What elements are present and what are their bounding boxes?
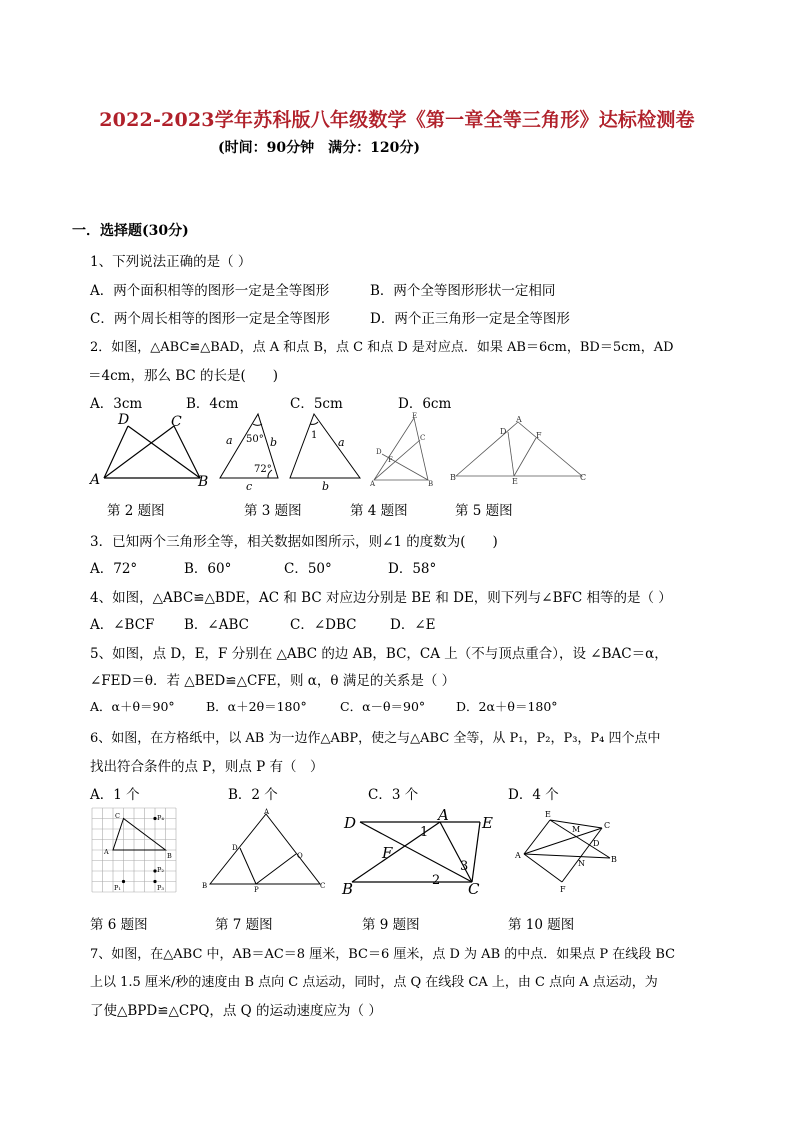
vertex-label: A <box>438 806 449 824</box>
question-5-stem: 5、如图，点 D，E，F 分别在 △ABC 的边 AB，BC，CA 上（不与顶点重合），设 ∠BAC＝α， <box>90 646 668 662</box>
figure-q6-grid <box>92 808 178 896</box>
question-5-stem-cont: ∠FED＝θ．若 △BED≌△CFE，则 α，θ 满足的关系是（ ） <box>90 673 456 689</box>
point-label: P₂ <box>157 866 164 874</box>
question-1-option-a: A．两个面积相等的图形一定是全等图形 <box>90 283 330 299</box>
side-label: b <box>270 436 278 449</box>
question-4-option-c: C．∠DBC <box>290 617 357 633</box>
question-1-option-d: D．两个正三角形一定是全等图形 <box>370 311 570 327</box>
vertex-label: E <box>512 477 518 486</box>
exam-info: (时间：90分钟 满分：120分) <box>218 140 420 156</box>
question-4-option-a: A．∠BCF <box>90 617 155 633</box>
question-7-stem-cont: 上以 1.5 厘米/秒的速度由 B 点向 C 点运动，同时，点 Q 在线段 CA 上，由 C 点向 A 点运动，为 <box>90 975 658 990</box>
figure-q9 <box>340 806 500 896</box>
vertex-label: E <box>412 412 418 420</box>
vertex-label: A <box>515 851 521 860</box>
vertex-label: D <box>344 814 357 832</box>
question-3-stem: 3．已知两个三角形全等，相关数据如图所示，则∠1 的度数为( ) <box>90 534 498 550</box>
angle-label: 1 <box>420 825 429 840</box>
question-1-option-b: B．两个全等图形形状一定相同 <box>370 283 556 299</box>
vertex-label: D <box>118 412 130 428</box>
point-label: P₁ <box>114 884 121 892</box>
vertex-label: B <box>202 882 208 890</box>
vertex-label: B <box>167 852 172 860</box>
question-1-option-c: C．两个周长相等的图形一定是全等图形 <box>90 311 330 327</box>
vertex-label: D <box>232 844 238 852</box>
vertex-label: C <box>580 473 587 482</box>
figure-caption: 第 4 题图 <box>350 503 408 519</box>
question-6-option-d: D．4 个 <box>508 787 559 803</box>
figure-caption: 第 6 题图 <box>90 917 148 933</box>
vertex-label: N <box>578 859 585 868</box>
question-2-option-d: D．6cm <box>398 396 452 412</box>
question-5-option-c: C．α－θ＝90° <box>340 699 426 714</box>
question-2-option-a: A．3cm <box>90 396 143 412</box>
vertex-label: F <box>388 456 393 464</box>
figure-caption: 第 10 题图 <box>508 917 575 933</box>
question-2-stem: 2．如图，△ABC≌△BAD，点 A 和点 B，点 C 和点 D 是对应点．如果 AB＝6cm，BD＝5cm，AD <box>90 340 674 355</box>
question-1-stem: 1、下列说法正确的是（ ） <box>90 254 252 270</box>
side-label: b <box>322 480 330 493</box>
vertex-label: C <box>468 880 480 898</box>
question-4-stem: 4、如图，△ABC≌△BDE，AC 和 BC 对应边分别是 BE 和 DE，则下列与∠BFC 相等的是（ ） <box>90 590 672 606</box>
point-label: P₄ <box>157 814 164 822</box>
vertex-label: E <box>482 814 493 832</box>
side-label: a <box>226 434 233 447</box>
figure-q2 <box>88 410 218 490</box>
angle-label: 72° <box>254 464 272 475</box>
question-5-option-a: A．α＋θ＝90° <box>90 699 175 714</box>
question-4-option-b: B．∠ABC <box>184 617 249 633</box>
question-3-option-a: A．72° <box>90 561 138 577</box>
figure-q10 <box>512 806 622 896</box>
side-label: a <box>338 436 345 449</box>
vertex-label: B <box>611 855 617 864</box>
question-3-option-c: C．50° <box>284 561 332 577</box>
question-6-stem: 6、如图，在方格纸中，以 AB 为一边作△ABP，使之与△ABC 全等，从 P₁，P₂，P₃，P₄ 四个点中 <box>90 731 661 746</box>
vertex-label: A <box>90 472 101 488</box>
figure-q5 <box>448 414 588 484</box>
section-heading: 一．选择题(30分) <box>72 223 189 239</box>
question-4-option-d: D．∠E <box>390 617 436 633</box>
figure-caption: 第 7 题图 <box>215 917 273 933</box>
side-label: c <box>246 480 253 493</box>
vertex-label: A <box>264 808 270 816</box>
vertex-label: D <box>376 448 382 456</box>
vertex-label: O <box>297 852 303 860</box>
angle-label: 50° <box>246 434 264 445</box>
vertex-label: C <box>604 821 611 830</box>
vertex-label: P <box>254 886 259 894</box>
vertex-label: B <box>450 473 456 482</box>
vertex-label: F <box>560 885 566 894</box>
question-6-option-a: A．1 个 <box>90 787 140 803</box>
figure-caption: 第 2 题图 <box>107 503 165 519</box>
question-2-option-c: C．5cm <box>290 396 343 412</box>
question-3-option-d: D．58° <box>388 561 437 577</box>
vertex-label: C <box>320 882 326 890</box>
vertex-label: B <box>428 480 434 488</box>
vertex-label: F <box>382 844 393 862</box>
question-2-stem-cont: ＝4cm，那么 BC 的长是( ) <box>88 368 279 384</box>
question-7-stem: 7、如图，在△ABC 中，AB＝AC＝8 厘米，BC＝6 厘米，点 D 为 AB 的中点．如果点 P 在线段 BC <box>90 947 676 962</box>
vertex-label: C <box>115 812 120 820</box>
vertex-label: A <box>370 480 376 488</box>
figure-caption: 第 9 题图 <box>362 917 420 933</box>
angle-label: 2 <box>432 873 441 888</box>
question-7-stem-cont2: 了使△BPD≌△CPQ，点 Q 的运动速度应为（ ） <box>90 1003 382 1019</box>
vertex-label: D <box>500 427 507 436</box>
vertex-label: A <box>104 848 109 856</box>
figure-caption: 第 5 题图 <box>455 503 513 519</box>
question-3-option-b: B．60° <box>184 561 232 577</box>
page-title: 2022-2023学年苏科版八年级数学《第一章全等三角形》达标检测卷 <box>99 109 695 131</box>
vertex-label: E <box>545 810 551 819</box>
question-6-option-b: B．2 个 <box>228 787 278 803</box>
vertex-label: B <box>198 474 209 490</box>
question-5-option-d: D．2α＋θ＝180° <box>456 699 558 714</box>
angle-label: 3 <box>460 859 469 874</box>
vertex-label: M <box>572 825 581 834</box>
angle-label: 1 <box>311 430 318 441</box>
question-2-option-b: B．4cm <box>186 396 239 412</box>
figure-q4 <box>368 410 438 490</box>
question-6-stem-cont: 找出符合条件的点 P，则点 P 有（ ） <box>90 759 324 775</box>
question-5-option-b: B．α＋2θ＝180° <box>206 699 307 714</box>
vertex-label: A <box>516 415 522 424</box>
figure-q7 <box>200 808 326 892</box>
point-label: P₃ <box>157 884 164 892</box>
vertex-label: C <box>171 414 182 430</box>
figure-q3 <box>210 410 370 493</box>
vertex-label: F <box>536 431 542 440</box>
question-6-option-c: C．3 个 <box>368 787 419 803</box>
vertex-label: B <box>342 880 354 898</box>
figure-caption: 第 3 题图 <box>244 503 302 519</box>
vertex-label: C <box>420 434 426 442</box>
vertex-label: D <box>593 839 600 848</box>
